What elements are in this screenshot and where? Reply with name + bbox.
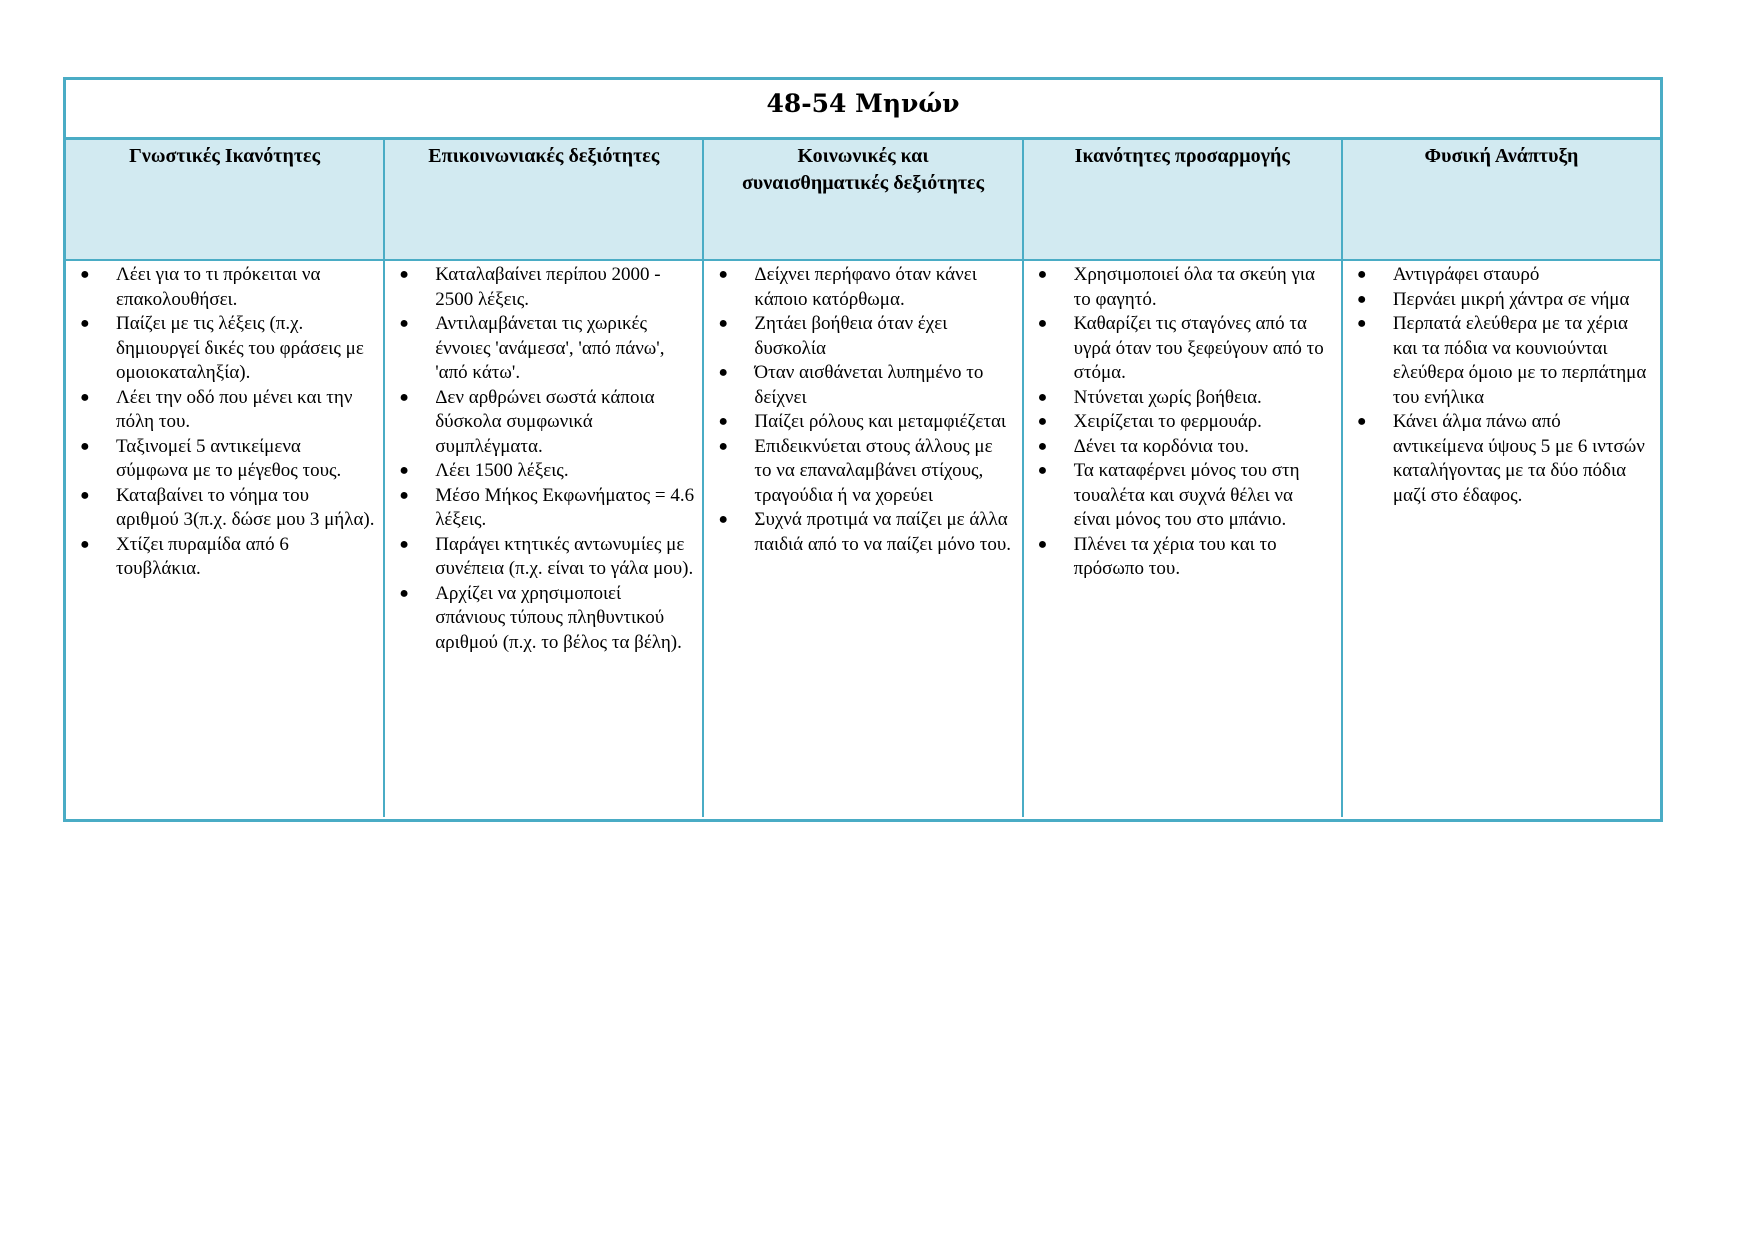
list-item [1032,312,1333,386]
list-item [393,484,694,533]
column-cell [66,261,385,817]
list-item-text: Χειρίζεται το φερμουάρ. [1073,411,1262,432]
list-item-text: Παράγει κτητικές αντωνυμίες με συνέπεια (π.χ. είναι το γάλα μου). [435,533,694,579]
list-item-text: Περνάει μικρή χάντρα σε νήμα [1392,288,1630,310]
list-item [1351,288,1652,313]
milestone-list [393,263,694,655]
column-headers [66,140,1660,261]
list-item [1032,263,1333,312]
milestone-list [712,263,1013,557]
list-item-text: Παίζει με τις λέξεις (π.χ. δημιουργεί δικές του φράσεις με ομοιοκαταληξία). [116,313,364,383]
list-item [74,533,375,582]
list-item-text: Δεν αρθρώνει σωστά κάποια δύσκολα συμφωνικά συμπλέγματα. [435,386,655,457]
list-item-text: Λέει για το τι πρόκειται να επακολουθήσει. [116,264,321,310]
column-header: Επικοινωνιακές δεξιότητες [385,140,704,259]
list-item [712,361,1013,410]
list-item-text: Καταλαβαίνει περίπου 2000 - 2500 λέξεις. [435,264,661,310]
bullet-icon: ● [399,266,409,283]
milestone-list [1032,263,1333,582]
bullet-icon: ● [1356,315,1367,332]
bullet-icon: ● [80,388,90,406]
list-item [1351,263,1652,288]
bullet-icon: ● [80,486,90,504]
bullet-icon: ● [1037,413,1048,430]
bullet-icon: ● [80,315,90,332]
list-item-text: Παίζει ρόλους και μεταμφιέζεται [754,411,1007,432]
bullet-icon: ● [1356,413,1367,430]
list-item-text: Τα καταφέρνει μόνος του στη τουαλέτα και συχνά θέλει να είναι μόνος του στο μπάνιο. [1073,460,1300,530]
list-item-text: Δένει τα κορδόνια του. [1073,435,1249,457]
list-item-text: Καθαρίζει τις σταγόνες από τα υγρά όταν του ξεφεύγουν από το στόμα. [1073,313,1324,383]
list-item-text: Μέσο Μήκος Εκφωνήματος = 4.6 λέξεις. [435,484,695,530]
list-item [1032,435,1333,460]
list-item-text: Αντιγράφει σταυρό [1392,264,1540,285]
bullet-icon: ● [1037,437,1048,455]
column-cell [1024,261,1343,817]
list-item-text: Ταξινομεί 5 αντικείμενα σύμφωνα με το μέγεθος τους. [116,435,342,481]
list-item-text: Αρχίζει να χρησιμοποιεί σπάνιους τύπους πληθυντικού αριθμού (π.χ. το βέλος τα βέλη). [435,582,682,653]
bullet-icon: ● [1037,315,1048,332]
column-bodies [66,261,1660,817]
list-item [74,312,375,386]
list-item-text: Όταν αισθάνεται λυπημένο το δείχνει [754,362,984,408]
column-header: Γνωστικές Ικανότητες [66,140,385,259]
list-item-text: Καταβαίνει το νόημα του αριθμού 3(π.χ. δώσε μου 3 μήλα). [116,484,375,530]
list-item [393,263,694,312]
list-item [393,386,694,460]
list-item [74,263,375,312]
list-item [1351,410,1652,508]
bullet-icon: ● [80,437,90,455]
list-item-text: Ζητάει βοήθεια όταν έχει δυσκολία [754,313,948,359]
list-item-text: Δείχνει περήφανο όταν κάνει κάποιο κατόρθωμα. [754,264,977,310]
list-item [1032,410,1333,435]
bullet-icon: ● [80,535,90,553]
bullet-icon: ● [718,364,729,381]
column-cell [385,261,704,817]
column-header: Ικανότητες προσαρμογής [1024,140,1343,259]
bullet-icon: ● [399,315,409,332]
list-item-text: Λέει 1500 λέξεις. [435,460,569,481]
list-item-text: Χρησιμοποιεί όλα τα σκεύη για το φαγητό. [1073,264,1315,310]
bullet-icon: ● [80,266,90,283]
list-item-text: Συχνά προτιμά να παίζει με άλλα παιδιά από το να παίζει μόνο του. [754,509,1011,555]
column-cell [704,261,1023,817]
list-item [1351,312,1652,410]
milestones-table [63,77,1663,822]
list-item [393,582,694,656]
list-item-text: Πλένει τα χέρια του και το πρόσωπο του. [1073,533,1277,579]
bullet-icon: ● [399,388,409,406]
table-title: 48-54 Μηνών [66,80,1660,140]
list-item-text: Χτίζει πυραμίδα από 6 τουβλάκια. [116,533,289,579]
bullet-icon: ● [1037,266,1048,283]
list-item [712,435,1013,509]
bullet-icon: ● [1037,535,1048,553]
bullet-icon: ● [1037,462,1048,479]
milestone-list [1351,263,1652,508]
bullet-icon: ● [718,413,729,430]
list-item [1032,459,1333,533]
bullet-icon: ● [399,462,409,479]
list-item-text: Ντύνεται χωρίς βοήθεια. [1073,386,1262,408]
bullet-icon: ● [1356,290,1367,308]
list-item [74,484,375,533]
list-item [712,508,1013,557]
bullet-icon: ● [718,437,729,455]
list-item-text: Κάνει άλμα πάνω από αντικείμενα ύψους 5 με 6 ιντσών καταλήγοντας με τα δύο πόδια μαζί στο έδαφος. [1392,411,1645,506]
list-item [74,386,375,435]
list-item [393,533,694,582]
list-item [1032,533,1333,582]
list-item-text: Επιδεικνύεται στους άλλους με το να επαναλαμβάνει στίχους, τραγούδια ή να χορεύει [754,435,993,506]
column-cell [1343,261,1660,817]
list-item [712,312,1013,361]
bullet-icon: ● [718,266,729,283]
list-item-text: Λέει την οδό που μένει και την πόλη του. [116,386,353,432]
bullet-icon: ● [399,486,409,504]
milestone-list [74,263,375,582]
bullet-icon: ● [718,315,729,332]
list-item [712,410,1013,435]
list-item-text: Αντιλαμβάνεται τις χωρικές έννοιες 'ανάμεσα', 'από πάνω', 'από κάτω'. [435,313,665,383]
column-header: Κοινωνικές και συναισθηματικές δεξιότητες [704,140,1023,259]
list-item [1032,386,1333,411]
bullet-icon: ● [1356,266,1367,283]
bullet-icon: ● [718,511,729,528]
list-item [74,435,375,484]
list-item-text: Περπατά ελεύθερα με τα χέρια και τα πόδια να κουνιούνται ελεύθερα όμοιο με το περπάτημα του ενήλικα [1392,313,1647,408]
bullet-icon: ● [399,584,409,602]
list-item [393,312,694,386]
list-item [393,459,694,484]
column-header: Φυσική Ανάπτυξη [1424,145,1579,167]
bullet-icon: ● [1037,388,1048,406]
list-item [712,263,1013,312]
bullet-icon: ● [399,535,409,553]
